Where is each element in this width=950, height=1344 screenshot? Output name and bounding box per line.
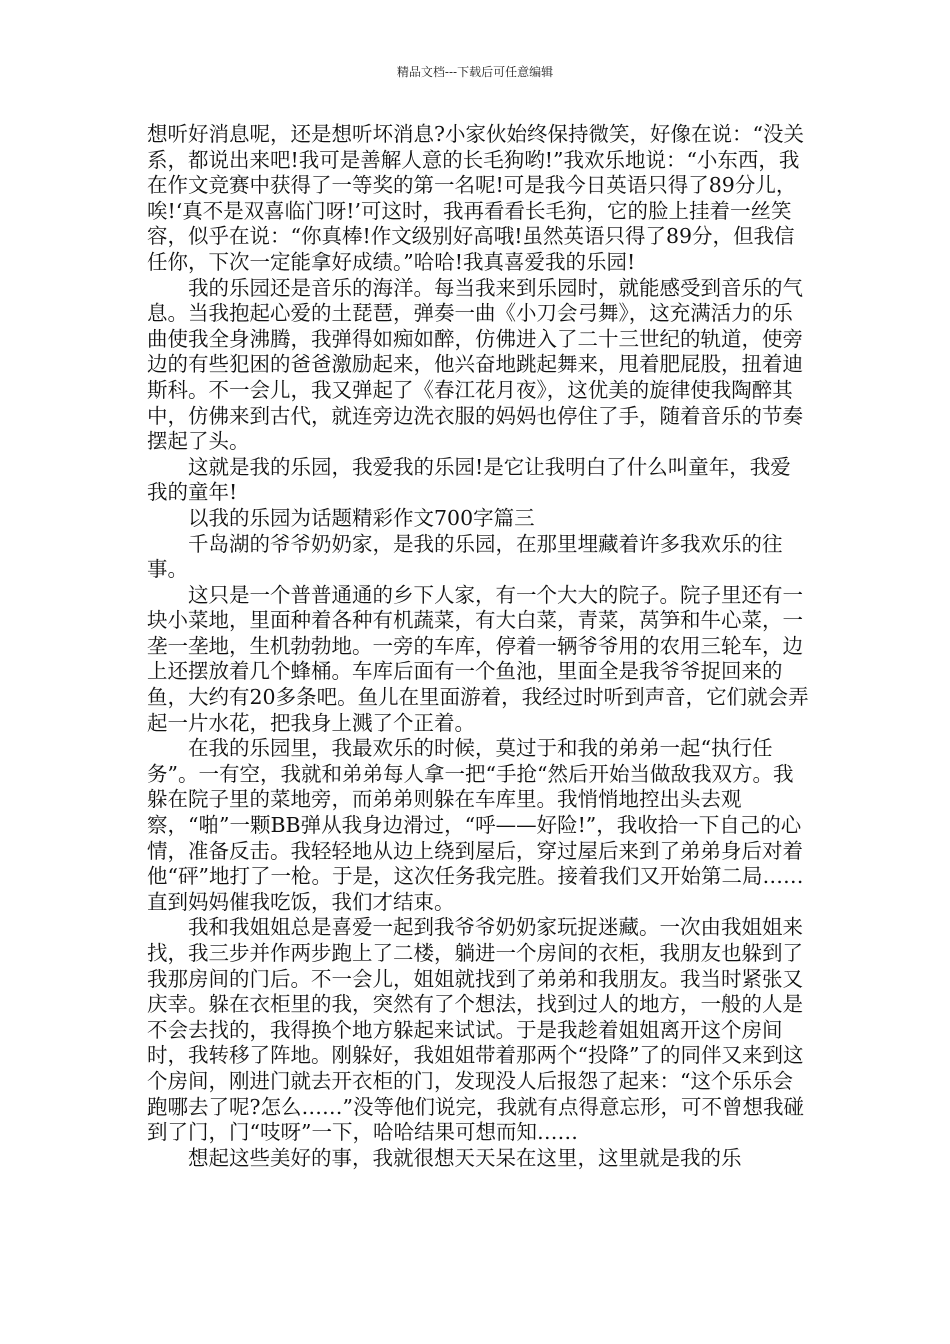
paragraph-8: 我和我姐姐总是喜爱一起到我爷爷奶奶家玩捉迷藏。一次由我姐姐来找，我三步并作两步跑上了二楼，躺进一个房间的衣柜，我朋友也躲到了我那房间的门后。不一会儿，姐姐就找到了弟弟和我朋友。我当时紧张又庆幸。躲在衣柜里的我，突然有了个想法，找到过人的地方，一般的人是不会去找的，我得换个地方躲起来试试。于是我趁着姐姐离开这个房间时，我转移了阵地。刚躲好，我姐姐带着那两个“投降”了的同伴又来到这个房间，刚进门就去开衣柜的门，发现没人后报怨了起来：“这个乐乐会跑哪去了呢?怎么……”没等他们说完，我就有点得意忘形，可不曾想我碰到了门，门“吱呀”一下，哈哈结果可想而知…… [147, 915, 804, 1145]
page-header: 精品文档---下载后可任意编辑 [396, 65, 554, 79]
paragraph-2: 我的乐园还是音乐的海洋。每当我来到乐园时，就能感受到音乐的气息。当我抱起心爱的土琵琶，弹奏一曲《小刀会弓舞》，这充满活力的乐曲使我全身沸腾，我弹得如痴如醉，仿佛进入了二十三世纪的轨道，使旁边的有些犯困的爸爸激励起来，他兴奋地跳起舞来，甩着肥屁股，扭着迪斯科。不一会儿，我又弹起了《春江花月夜》，这优美的旋律使我陶醉其中，仿佛来到古代，就连旁边洗衣服的妈妈也停住了手，随着音乐的节奏摆起了头。 [147, 275, 803, 454]
paragraph-5: 千岛湖的爷爷奶奶家，是我的乐园，在那里埋藏着许多我欢乐的往事。 [147, 531, 783, 582]
document-body [147, 122, 809, 1171]
section-heading: 以我的乐园为话题精彩作文700字篇三 [188, 505, 535, 530]
paragraph-3: 这就是我的乐园，我爱我的乐园!是它让我明白了什么叫童年，我爱我的童年! [147, 454, 791, 505]
paragraph-1: 想听好消息呢，还是想听坏消息?小家伙始终保持微笑，好像在说：“没关系，都说出来吧!我可是善解人意的长毛狗哟!”我欢乐地说：“小东西，我在作文竞赛中获得了一等奖的第一名呢!可是我今日英语只得了89分儿，唉!‘真不是双喜临门呀!’可这时，我再看看长毛狗，它的脸上挂着一丝笑容，似乎在说：“你真棒!作文级别好高哦!虽然英语只得了89分，但我信任你，下次一定能拿好成绩。”哈哈!我真喜爱我的乐园! [147, 122, 804, 274]
paragraph-6: 这只是一个普普通通的乡下人家，有一个大大的院子。院子里还有一块小菜地，里面种着各种有机蔬菜，有大白菜，青菜，莴笋和牛心菜，一垄一垄地，生机勃勃地。一旁的车库，停着一辆爷爷用的农用三轮车，边上还摆放着几个蜂桶。车库后面有一个鱼池，里面全是我爷爷捉回来的鱼，大约有20多条吧。鱼儿在里面游着，我经过时听到声音，它们就会弄起一片水花，把我身上溅了个正着。 [147, 582, 809, 735]
paragraph-9: 想起这些美好的事，我就很想天天呆在这里，这里就是我的乐 [188, 1145, 742, 1170]
paragraph-7: 在我的乐园里，我最欢乐的时候，莫过于和我的弟弟一起“执行任务”。一有空，我就和弟弟每人拿一把“手抢“然后开始当做敌我双方。我躲在院子里的菜地旁，而弟弟则躲在车库里。我悄悄地控出头去观察，“啪”一颗BB弹从我身边滑过，“呼——好险!”，我收拾一下自己的心情，准备反击。我轻轻地从边上绕到屋后，穿过屋后来到了弟弟身后对着他“砰”地打了一枪。于是，这次任务我完胜。接着我们又开始第二局……直到妈妈催我吃饭，我们才结束。 [147, 736, 804, 914]
